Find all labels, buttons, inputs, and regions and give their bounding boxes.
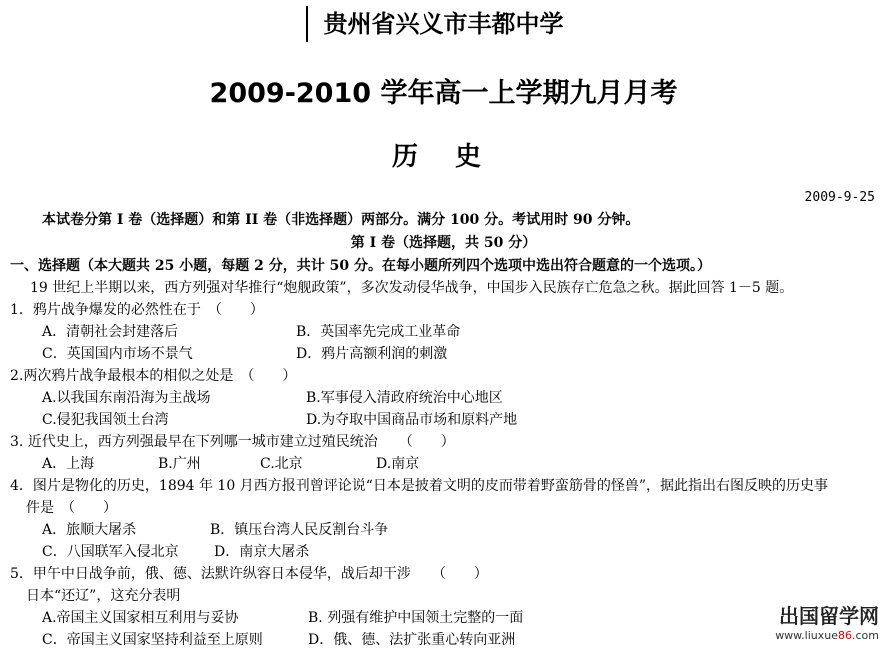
- part1-title: 第 I 卷（选择题，共 50 分）: [350, 235, 537, 251]
- q2-option-c: C.侵犯我国领土台湾: [42, 412, 169, 428]
- q2-option-d: D.为夺取中国商品市场和原料产地: [306, 412, 518, 428]
- q5-option-a: A.帝国主义国家相互利用与妥协: [42, 610, 239, 626]
- watermark-url-prefix: www.liuxue: [775, 629, 838, 642]
- watermark-url: [775, 629, 879, 642]
- q5-stem-continued: 日本“还辽”，这充分表明: [26, 588, 181, 604]
- q1-option-a: A．清朝社会封建落后: [42, 324, 179, 340]
- watermark-url-number: 86: [838, 629, 852, 642]
- subject-title: 历 史: [391, 142, 496, 172]
- q4-option-a: A．旅顺大屠杀: [42, 522, 137, 538]
- exam-date: 2009-9-25: [804, 190, 875, 205]
- q5-option-b: B. 列强有维护中国领土完整的一面: [308, 610, 524, 626]
- watermark-url-suffix: .com: [852, 629, 879, 642]
- q1-stem: 1．鸦片战争爆发的必然性在于 （ ）: [10, 302, 264, 318]
- q1-option-c: C．英国国内市场不景气: [42, 346, 193, 362]
- q4-option-c: C．八国联军入侵北京: [42, 544, 179, 560]
- q3-stem: 3. 近代史上，西方列强最早在下列哪一城市建立过殖民统治 （ ）: [10, 434, 455, 450]
- q3-option-a: A．上海: [42, 456, 95, 472]
- watermark-name: 出国留学网: [779, 604, 879, 628]
- q4-stem-continued: 件是 （ ）: [26, 500, 117, 516]
- q4-stem: 4．图片是物化的历史，1894 年 10 月西方报刊曾评论说“日本是披着文明的皮而带着野蛮筋骨的怪兽”，据此指出右图反映的历史事: [10, 478, 829, 494]
- exam-title: 2009-2010 学年高一上学期九月月考: [209, 78, 678, 109]
- q1-option-d: D．鸦片高额利润的刺激: [296, 346, 448, 362]
- passage-text: 19 世纪上半期以来，西方列强对华推行“炮舰政策”，多次发动侵华战争，中国步入民族存亡危急之秋。据此回答 1－5 题。: [30, 280, 794, 296]
- section1-heading: 一、选择题（本大题共 25 小题，每题 2 分，共计 50 分。在每小题所列四个选项中选出符合题意的一个选项。）: [10, 258, 711, 274]
- site-watermark: [775, 600, 879, 642]
- school-title: 贵州省兴义市丰都中学: [323, 10, 564, 38]
- q3-option-c: C.北京: [260, 456, 303, 472]
- q4-option-d: D．南京大屠杀: [214, 544, 310, 560]
- q3-option-d: D.南京: [376, 456, 420, 472]
- q2-stem: 2.两次鸦片战争最根本的相似之处是 （ ）: [10, 368, 297, 384]
- exam-description: 本试卷分第 I 卷（选择题）和第 II 卷（非选择题）两部分。满分 100 分。考试用时 90 分钟。: [42, 212, 640, 228]
- q2-option-a: A.以我国东南沿海为主战场: [42, 390, 211, 406]
- q1-option-b: B．英国率先完成工业革命: [296, 324, 461, 340]
- q5-option-c: C．帝国主义国家坚持利益至上原则: [42, 632, 263, 648]
- q5-option-d: D．俄、德、法扩张重心转向亚洲: [308, 632, 516, 648]
- q5-stem: 5．甲午中日战争前，俄、德、法默许纵容日本侵华，战后却干涉 （ ）: [10, 566, 488, 582]
- q4-option-b: B．镇压台湾人民反割台斗争: [210, 522, 389, 538]
- q2-option-b: B.军事侵入清政府统治中心地区: [306, 390, 503, 406]
- q3-option-b: B.广州: [158, 456, 201, 472]
